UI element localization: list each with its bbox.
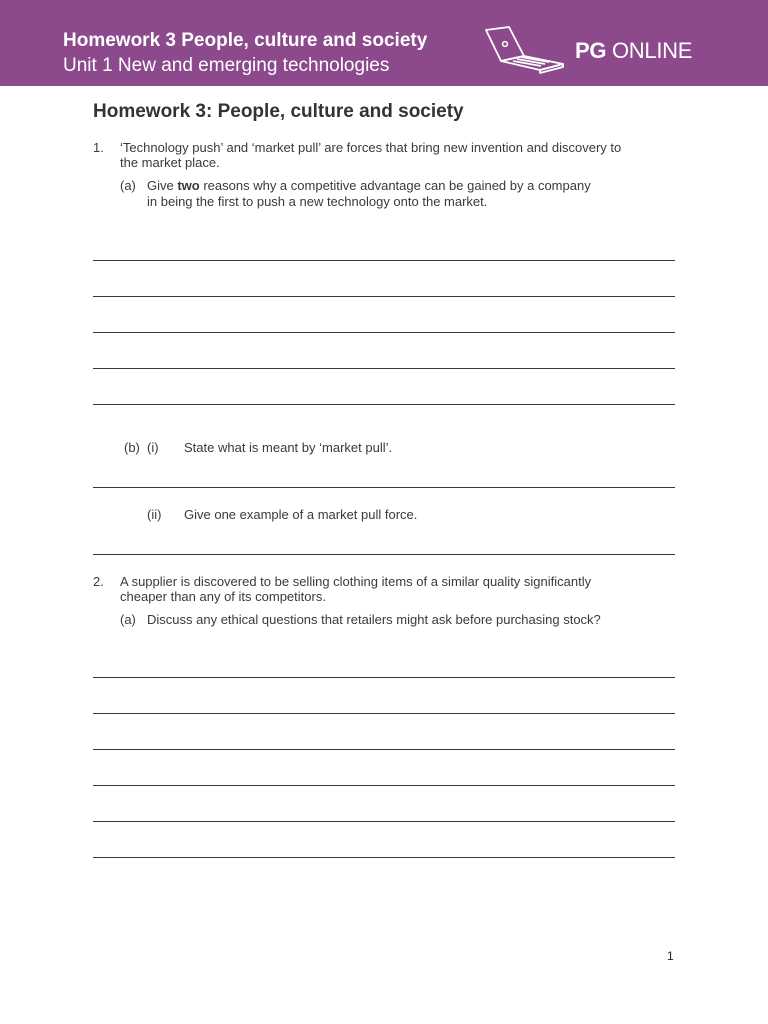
answer-line[interactable] [93,749,675,750]
question-1-stem-line-1: ‘Technology push’ and ‘market pull’ are forces that bring new invention and discovery to [120,140,622,155]
answer-line[interactable] [93,713,675,714]
question-1b-i-text: State what is meant by ‘market pull’. [184,440,393,455]
question-2-stem-line-1: A supplier is discovered to be selling clothing items of a similar quality significantly [120,574,592,589]
question-1-number: 1. [93,140,104,155]
page-number: 1 [667,949,674,963]
page-title: Homework 3: People, culture and society [93,101,464,122]
answer-line[interactable] [93,487,675,488]
question-1b-i-label: (i) [147,440,159,455]
question-1a-text-before: Give [147,178,178,193]
answer-line[interactable] [93,785,675,786]
answer-line[interactable] [93,296,675,297]
question-1b-ii-label: (ii) [147,507,162,522]
brand-pg: PG [575,38,607,63]
answer-line[interactable] [93,857,675,858]
question-2a-text: Discuss any ethical questions that retailers might ask before purchasing stock? [147,612,601,627]
answer-line[interactable] [93,677,675,678]
question-1a-text-line-2: in being the first to push a new technology onto the market. [147,194,488,209]
question-1b-label: (b) [124,440,140,455]
laptop-icon [483,26,565,76]
question-1-stem-line-2: the market place. [120,155,220,170]
answer-line[interactable] [93,821,675,822]
question-2a-label: (a) [120,612,136,627]
brand-logo [575,38,692,64]
question-1a-label: (a) [120,178,136,193]
answer-line[interactable] [93,554,675,555]
question-2-number: 2. [93,574,104,589]
question-1b-ii-text: Give one example of a market pull force. [184,507,418,522]
brand-online: ONLINE [612,38,693,63]
question-2-stem-line-2: cheaper than any of its competitors. [120,589,326,604]
question-1a-text [147,178,591,194]
question-1a-text-after: reasons why a competitive advantage can be gained by a company [199,178,591,193]
answer-line[interactable] [93,260,675,261]
header-subtitle: Unit 1 New and emerging technologies [63,55,390,76]
answer-line[interactable] [93,332,675,333]
header-title: Homework 3 People, culture and society [63,30,428,51]
answer-line[interactable] [93,404,675,405]
question-1a-text-bold: two [177,178,200,193]
answer-line[interactable] [93,368,675,369]
header-banner [0,0,768,86]
